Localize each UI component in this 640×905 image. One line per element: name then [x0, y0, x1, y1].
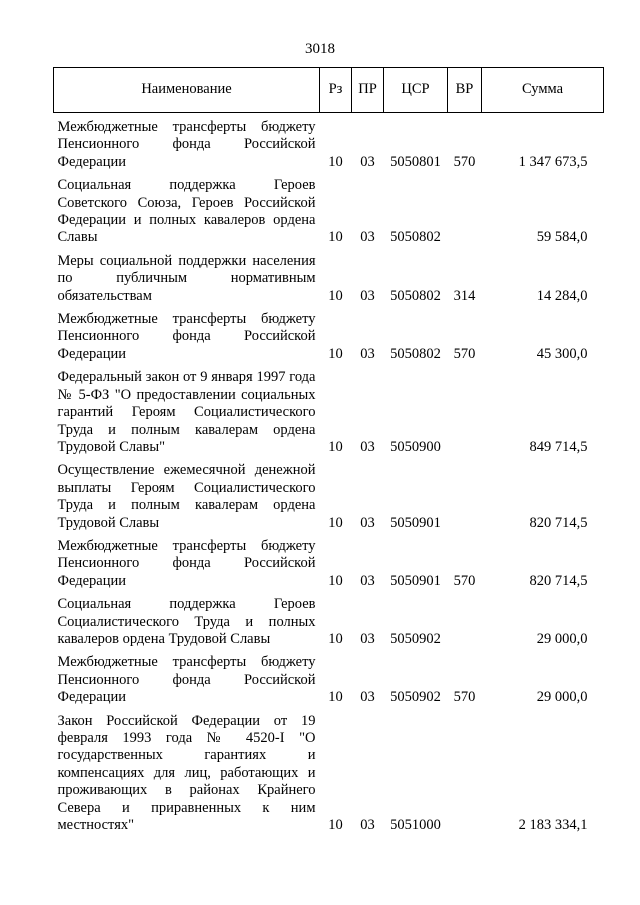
row-vr: 570	[453, 153, 476, 170]
table-row	[54, 462, 604, 538]
row-name: Межбюджетные трансферты бюджету Пенсионного фонда Российской Федерации	[57, 311, 316, 362]
budget-table	[53, 67, 604, 840]
row-vr: 570	[453, 345, 476, 362]
table-row	[54, 538, 604, 596]
row-rz: 10	[328, 572, 343, 589]
row-name: Федеральный закон от 9 января 1997 года № 5-ФЗ "О предоставлении социальных гарантий Героям Социалистического Труда и полным кавалерам ордена Трудовой Славы"	[57, 369, 316, 455]
row-csr: 5050802	[390, 345, 441, 362]
page-number: 3018	[305, 41, 335, 57]
row-vr	[448, 596, 482, 654]
row-rz: 10	[328, 514, 343, 531]
row-rz: 10	[328, 345, 343, 362]
row-pr: 03	[360, 153, 375, 170]
header-vr: ВР	[448, 68, 482, 113]
table-row	[54, 311, 604, 369]
row-pr: 03	[360, 689, 375, 706]
row-vr	[448, 462, 482, 538]
table-row	[54, 113, 604, 178]
table-row	[54, 369, 604, 462]
row-csr: 5050802	[390, 287, 441, 304]
table-row	[54, 177, 604, 253]
header-pr: ПР	[352, 68, 384, 113]
row-pr: 03	[360, 514, 375, 531]
row-name: Меры социальной поддержки населения по публичным нормативным обязательствам	[57, 252, 316, 304]
row-sum: 1 347 673,5	[518, 153, 588, 170]
row-pr: 03	[360, 572, 375, 589]
row-name: Социальная поддержка Героев Советского Союза, Героев Российской Федерации и полных кавалеров ордена Славы	[57, 177, 316, 246]
row-csr: 5050902	[390, 689, 441, 706]
row-sum: 45 300,0	[536, 345, 588, 362]
row-csr: 5050901	[390, 572, 441, 589]
row-pr: 03	[360, 630, 375, 647]
row-pr: 03	[360, 287, 375, 304]
row-sum: 820 714,5	[529, 572, 588, 589]
row-name: Межбюджетные трансферты бюджету Пенсионного фонда Российской Федерации	[57, 537, 316, 589]
row-vr	[448, 177, 482, 253]
row-rz: 10	[328, 153, 343, 170]
row-csr: 5050902	[390, 630, 441, 647]
row-rz: 10	[328, 630, 343, 647]
row-sum: 2 183 334,1	[518, 817, 588, 834]
table-row	[54, 713, 604, 841]
row-vr	[448, 713, 482, 841]
table-header-row	[54, 68, 604, 113]
table-row	[54, 654, 604, 712]
header-name: Наименование	[54, 68, 320, 113]
row-rz: 10	[328, 817, 343, 834]
row-sum: 29 000,0	[536, 630, 588, 647]
row-csr: 5050801	[390, 153, 441, 170]
row-name: Социальная поддержка Героев Социалистического Труда и полных кавалеров ордена Трудовой Славы	[57, 596, 316, 647]
row-name: Закон Российской Федерации от 19 февраля 1993 года № 4520-I "О государственных гарантиях и компенсациях для лиц, работающих и проживающих в районах Крайнего Севера и приравненных к ним местностях"	[57, 712, 316, 834]
row-csr: 5050901	[390, 514, 441, 531]
row-name: Осуществление ежемесячной денежной выплаты Героям Социалистического Труда и полным кавалерам ордена Трудовой Славы	[57, 462, 316, 531]
row-rz: 10	[328, 689, 343, 706]
row-pr: 03	[360, 438, 375, 455]
row-rz: 10	[328, 438, 343, 455]
row-rz: 10	[328, 229, 343, 246]
row-pr: 03	[360, 229, 375, 246]
row-csr: 5050802	[390, 229, 441, 246]
row-csr: 5051000	[390, 817, 441, 834]
row-vr	[448, 369, 482, 462]
header-rz: Рз	[320, 68, 352, 113]
row-name: Межбюджетные трансферты бюджету Пенсионного фонда Российской Федерации	[57, 654, 316, 706]
row-sum: 29 000,0	[536, 689, 588, 706]
row-rz: 10	[328, 287, 343, 304]
row-pr: 03	[360, 817, 375, 834]
row-name: Межбюджетные трансферты бюджету Пенсионного фонда Российской Федерации	[57, 119, 316, 170]
row-csr: 5050900	[390, 438, 441, 455]
row-sum: 59 584,0	[536, 229, 588, 246]
row-vr: 570	[453, 689, 476, 706]
header-csr: ЦСР	[384, 68, 448, 113]
row-sum: 14 284,0	[536, 287, 588, 304]
row-pr: 03	[360, 345, 375, 362]
row-vr: 314	[453, 287, 476, 304]
table-row	[54, 596, 604, 654]
row-sum: 849 714,5	[529, 438, 588, 455]
table-row	[54, 253, 604, 311]
row-sum: 820 714,5	[529, 514, 588, 531]
row-vr: 570	[453, 572, 476, 589]
header-sum: Сумма	[482, 68, 604, 113]
